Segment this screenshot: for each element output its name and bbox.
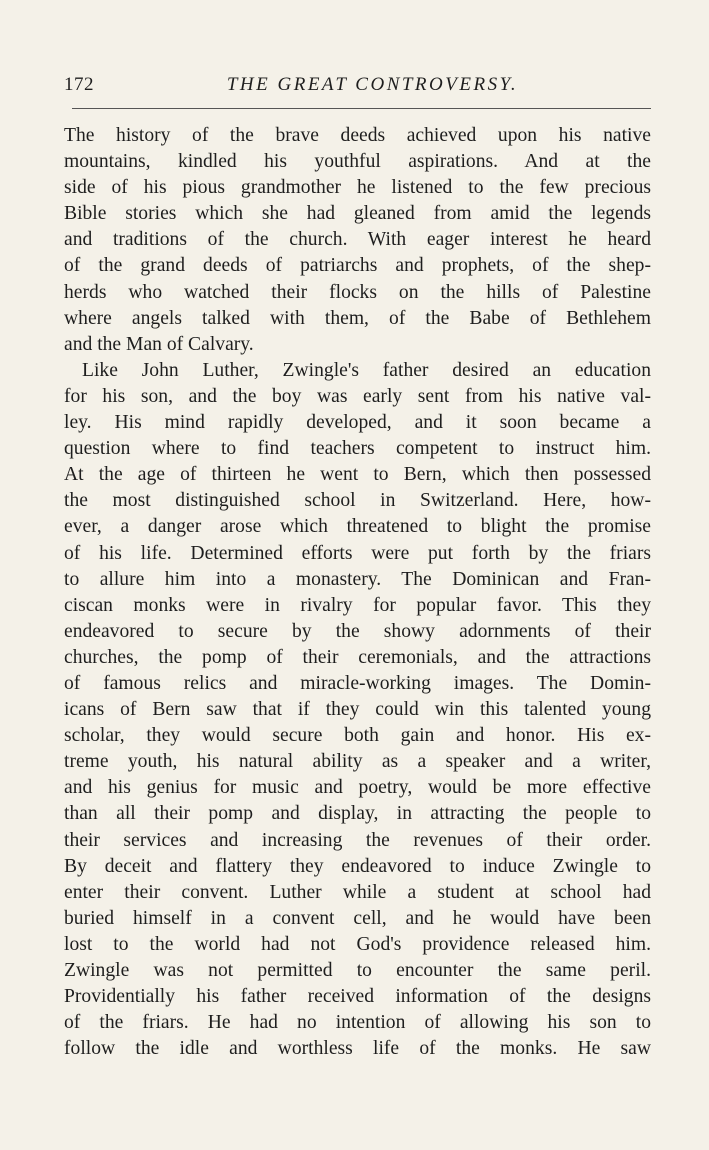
running-header <box>64 72 651 100</box>
text-line: enter their convent. Luther while a student at school had <box>64 881 651 903</box>
paragraph-start-line: Like John Luther, Zwingle's father desired an education <box>82 359 651 381</box>
text-line: ley. His mind rapidly developed, and it soon became a <box>64 412 651 434</box>
text-line: ever, a danger arose which threatened to blight the promise <box>64 516 651 538</box>
text-line: At the age of thirteen he went to Bern, which then possessed <box>64 464 651 486</box>
text-line: where angels talked with them, of the Babe of Bethlehem <box>64 307 651 329</box>
text-line: endeavored to secure by the showy adornments of their <box>64 620 651 642</box>
text-line: and traditions of the church. With eager interest he heard <box>64 229 651 251</box>
text-line: and his genius for music and poetry, would be more effective <box>64 777 651 799</box>
text-line: ciscan monks were in rivalry for popular favor. This they <box>64 594 651 616</box>
text-line: Providentially his father received information of the designs <box>64 986 651 1008</box>
book-page <box>64 72 651 1060</box>
text-line: than all their pomp and display, in attracting the people to <box>64 803 651 825</box>
text-line: Zwingle was not permitted to encounter the same peril. <box>64 960 651 981</box>
body-text <box>64 123 651 1062</box>
text-line: of the friars. He had no intention of allowing his son to <box>64 1012 651 1034</box>
text-line: icans of Bern saw that if they could win this talented young <box>64 699 651 721</box>
text-line: By deceit and flattery they endeavored to induce Zwingle to <box>64 855 651 877</box>
text-line: the most distinguished school in Switzerland. Here, how- <box>64 490 651 512</box>
text-line: for his son, and the boy was early sent from his native val- <box>64 385 651 407</box>
text-line: to allure him into a monastery. The Dominican and Fran- <box>64 568 651 590</box>
text-line: mountains, kindled his youthful aspirations. And at the <box>64 151 651 173</box>
text-line: their services and increasing the revenues of their order. <box>64 829 651 851</box>
text-line: treme youth, his natural ability as a speaker and a writer, <box>64 751 651 773</box>
text-line: lost to the world had not God's providence released him. <box>64 933 651 955</box>
text-line: and the Man of Calvary. <box>64 333 254 355</box>
text-line: of his life. Determined efforts were put forth by the friars <box>64 542 651 564</box>
text-line: of the grand deeds of patriarchs and prophets, of the shep- <box>64 255 651 277</box>
text-line: of famous relics and miracle-working images. The Domin- <box>64 672 651 694</box>
text-line: scholar, they would secure both gain and honor. His ex- <box>64 725 651 747</box>
text-line: Bible stories which she had gleaned from amid the legends <box>64 203 651 225</box>
text-line: side of his pious grandmother he listened to the few precious <box>64 177 651 199</box>
text-line: follow the idle and worthless life of the monks. He saw <box>64 1038 651 1060</box>
text-line: question where to find teachers competent to instruct him. <box>64 438 651 460</box>
text-line: herds who watched their flocks on the hills of Palestine <box>64 281 651 303</box>
text-line: The history of the brave deeds achieved upon his native <box>64 125 651 146</box>
header-rule <box>72 108 651 109</box>
text-line: churches, the pomp of their ceremonials, and the attractions <box>64 646 651 668</box>
running-title: THE GREAT CONTROVERSY. <box>226 74 519 95</box>
page-number: 172 <box>64 74 94 95</box>
text-line: buried himself in a convent cell, and he would have been <box>64 907 651 929</box>
